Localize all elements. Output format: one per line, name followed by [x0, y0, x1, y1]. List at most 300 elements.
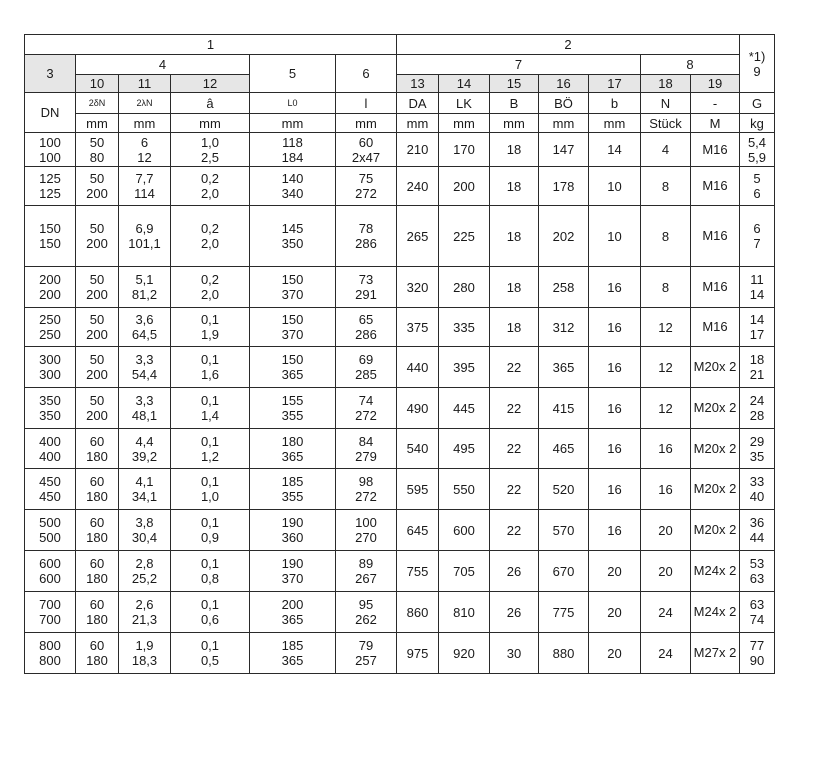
- value-g-b: 5,9: [747, 149, 767, 165]
- value-a-b: 0,9: [200, 530, 220, 545]
- cell-b-small: 20: [589, 551, 641, 592]
- value-g-b: 74: [749, 612, 765, 627]
- cell-a: [171, 133, 250, 167]
- cell-g: [740, 510, 775, 551]
- cell-bo: 365: [539, 347, 589, 388]
- value-lambda-a: 4,4: [135, 433, 154, 449]
- value-delta-a: 50: [89, 272, 105, 287]
- value-delta-a: 60: [89, 474, 105, 489]
- cell-delta: [76, 469, 119, 510]
- value-lambda-b: 64,5: [131, 327, 158, 342]
- cell-bo: 520: [539, 469, 589, 510]
- cell-lambda: [119, 469, 171, 510]
- value-a-b: 0,5: [200, 653, 220, 668]
- colnum-10: 10: [76, 75, 119, 93]
- cell-m: M16: [691, 206, 740, 267]
- value-dn-b: 350: [39, 408, 61, 423]
- unit-cell: mm: [76, 114, 119, 133]
- symbol-2ln: 2λN: [119, 93, 171, 114]
- unit-cell: kg: [740, 114, 775, 133]
- value-l0-a: 140: [281, 171, 304, 186]
- cell-lambda: [119, 633, 171, 674]
- cell-a: [171, 429, 250, 469]
- value-a-b: 0,8: [200, 571, 220, 586]
- cell-l: [336, 510, 397, 551]
- cell-lk: 335: [439, 308, 490, 347]
- colnum-6: 6: [336, 55, 397, 93]
- value-g-b: 40: [749, 489, 765, 504]
- value-a-b: 1,6: [200, 367, 220, 382]
- symbol-2dn: 2δN: [76, 93, 119, 114]
- value-g-a: 5,4: [747, 134, 767, 150]
- value-g-b: 7: [753, 236, 761, 251]
- value-l0-b: 350: [281, 236, 304, 251]
- cell-g: [740, 133, 775, 167]
- cell-m: M24x 2: [691, 592, 740, 633]
- value-delta-b: 200: [86, 327, 108, 342]
- symbol-g: G: [740, 93, 775, 114]
- cell-bo: 670: [539, 551, 589, 592]
- value-delta-a: 50: [89, 221, 105, 236]
- value-lambda-b: 39,2: [131, 448, 158, 464]
- value-lambda-b: 48,1: [131, 408, 158, 423]
- value-delta-a: 60: [89, 597, 105, 612]
- value-delta-a: 60: [89, 556, 105, 571]
- value-delta-b: 200: [86, 236, 108, 251]
- cell-a: [171, 267, 250, 308]
- value-dn-a: 600: [39, 556, 61, 571]
- value-dn-b: 700: [39, 612, 61, 627]
- cell-g: [740, 347, 775, 388]
- value-l0-a: 200: [281, 597, 304, 612]
- unit-cell: mm: [336, 114, 397, 133]
- value-lambda-a: 4,1: [135, 474, 154, 489]
- value-dn-a: 200: [39, 272, 61, 287]
- value-lambda-a: 3,8: [135, 515, 154, 530]
- value-a-a: 0,2: [200, 272, 220, 287]
- cell-b: 22: [490, 469, 539, 510]
- table-body: [25, 133, 775, 674]
- value-a-a: 0,1: [200, 556, 220, 571]
- cell-b: 26: [490, 592, 539, 633]
- value-l0-a: 190: [281, 515, 304, 530]
- unit-row: [25, 114, 775, 133]
- value-a-a: 0,1: [200, 638, 220, 653]
- cell-n: 8: [641, 267, 691, 308]
- cell-b-small: 20: [589, 633, 641, 674]
- cell-n: 8: [641, 167, 691, 206]
- value-a-b: 2,0: [200, 236, 220, 251]
- cell-delta: [76, 429, 119, 469]
- cell-l: [336, 429, 397, 469]
- table-row: [25, 206, 775, 267]
- value-l0-b: 340: [281, 186, 304, 201]
- value-a-a: 0,1: [200, 474, 220, 489]
- cell-a: [171, 347, 250, 388]
- value-lambda-a: 3,6: [135, 312, 154, 327]
- colnum-16: 16: [539, 75, 589, 93]
- value-l-a: 73: [358, 272, 374, 287]
- value-l-b: 272: [355, 489, 377, 504]
- value-a-a: 0,1: [200, 312, 220, 327]
- cell-l: [336, 388, 397, 429]
- cell-l: [336, 592, 397, 633]
- cell-delta: [76, 267, 119, 308]
- cell-dn: [25, 429, 76, 469]
- value-a-a: 0,1: [200, 352, 220, 367]
- cell-n: 8: [641, 206, 691, 267]
- value-delta-b: 180: [86, 653, 108, 668]
- symbol-da: DA: [397, 93, 439, 114]
- cell-da: 375: [397, 308, 439, 347]
- cell-a: [171, 633, 250, 674]
- cell-lk: 810: [439, 592, 490, 633]
- cell-l0: [250, 469, 336, 510]
- value-g-b: 6: [753, 186, 761, 201]
- symbol-b-small: b: [589, 93, 641, 114]
- symbol-l: l: [336, 93, 397, 114]
- value-l0-b: 365: [281, 448, 304, 464]
- cell-b: 18: [490, 133, 539, 167]
- value-lambda-a: 3,3: [135, 393, 154, 408]
- colnum-5: 5: [250, 55, 336, 93]
- cell-n: 12: [641, 388, 691, 429]
- cell-da: 645: [397, 510, 439, 551]
- unit-cell: mm: [589, 114, 641, 133]
- cell-g: [740, 592, 775, 633]
- cell-b: 30: [490, 633, 539, 674]
- value-dn-a: 125: [39, 171, 61, 186]
- value-l0-b: 370: [281, 287, 304, 302]
- group-8-header: 8: [641, 55, 740, 75]
- value-g-a: 24: [749, 393, 765, 408]
- value-g-b: 90: [749, 653, 765, 668]
- value-l0-a: 180: [281, 433, 304, 449]
- cell-b-small: 10: [589, 206, 641, 267]
- cell-n: 24: [641, 633, 691, 674]
- group-1-header: 1: [25, 35, 397, 55]
- table-row: [25, 308, 775, 347]
- cell-dn: [25, 469, 76, 510]
- value-dn-a: 100: [39, 134, 61, 150]
- value-dn-b: 100: [39, 149, 61, 165]
- value-l-a: 65: [358, 312, 374, 327]
- value-g-b: 44: [749, 530, 765, 545]
- cell-dn: [25, 206, 76, 267]
- value-dn-b: 800: [39, 653, 61, 668]
- value-l0-b: 370: [281, 571, 304, 586]
- value-delta-a: 60: [89, 433, 105, 449]
- value-l0-b: 370: [281, 327, 304, 342]
- value-g-a: 77: [749, 638, 765, 653]
- symbol-row: [25, 93, 775, 114]
- cell-b: 22: [490, 388, 539, 429]
- cell-delta: [76, 551, 119, 592]
- value-dn-a: 250: [39, 312, 61, 327]
- cell-delta: [76, 133, 119, 167]
- value-delta-a: 50: [89, 134, 105, 150]
- value-l-b: 272: [355, 408, 377, 423]
- cell-a: [171, 167, 250, 206]
- cell-g: [740, 267, 775, 308]
- value-l0-a: 118: [282, 134, 303, 150]
- cell-l0: [250, 510, 336, 551]
- value-g-b: 28: [749, 408, 765, 423]
- value-delta-a: 50: [89, 393, 105, 408]
- cell-da: 860: [397, 592, 439, 633]
- value-a-a: 0,1: [200, 597, 220, 612]
- value-l-b: 2x47: [351, 149, 381, 165]
- unit-cell: mm: [171, 114, 250, 133]
- value-g-b: 63: [749, 571, 765, 586]
- table-row: [25, 633, 775, 674]
- value-a-b: 2,0: [200, 186, 220, 201]
- value-delta-b: 180: [86, 489, 108, 504]
- value-delta-b: 180: [86, 448, 108, 464]
- cell-b-small: 16: [589, 469, 641, 510]
- colnum-11: 11: [119, 75, 171, 93]
- value-l-b: 286: [355, 236, 377, 251]
- cell-delta: [76, 388, 119, 429]
- cell-l0: [250, 167, 336, 206]
- value-delta-b: 180: [86, 530, 108, 545]
- unit-cell: mm: [119, 114, 171, 133]
- cell-da: 240: [397, 167, 439, 206]
- cell-b-small: 10: [589, 167, 641, 206]
- value-lambda-a: 2,6: [135, 597, 154, 612]
- cell-n: 20: [641, 551, 691, 592]
- value-a-b: 1,0: [200, 489, 220, 504]
- cell-n: 24: [641, 592, 691, 633]
- group-7-header: 7: [397, 55, 641, 75]
- value-lambda-b: 81,2: [131, 287, 158, 302]
- value-l-a: 69: [358, 352, 374, 367]
- compensator-dimension-table: [24, 34, 775, 674]
- cell-m: M16: [691, 267, 740, 308]
- value-dn-a: 800: [39, 638, 61, 653]
- cell-l: [336, 133, 397, 167]
- value-l-a: 74: [358, 393, 374, 408]
- value-l-b: 270: [355, 530, 377, 545]
- cell-dn: [25, 551, 76, 592]
- cell-a: [171, 308, 250, 347]
- footnote-column-9: [740, 35, 775, 93]
- value-l0-b: 184: [281, 149, 304, 165]
- value-l-b: 291: [355, 287, 377, 302]
- value-delta-b: 200: [86, 287, 108, 302]
- value-lambda-b: 34,1: [131, 489, 158, 504]
- cell-b: 22: [490, 429, 539, 469]
- value-g-b: 14: [749, 287, 765, 302]
- cell-l0: [250, 429, 336, 469]
- value-lambda-a: 7,7: [135, 171, 154, 186]
- cell-m: M20x 2: [691, 388, 740, 429]
- cell-delta: [76, 206, 119, 267]
- cell-lk: 550: [439, 469, 490, 510]
- cell-delta: [76, 308, 119, 347]
- value-lambda-a: 5,1: [135, 272, 154, 287]
- value-l-a: 89: [358, 556, 374, 571]
- cell-bo: 415: [539, 388, 589, 429]
- cell-delta: [76, 633, 119, 674]
- value-delta-b: 180: [86, 571, 108, 586]
- cell-b-small: 16: [589, 510, 641, 551]
- colnum-15: 15: [490, 75, 539, 93]
- value-dn-b: 300: [39, 367, 61, 382]
- cell-da: 320: [397, 267, 439, 308]
- group-2-header: 2: [397, 35, 740, 55]
- table-row: [25, 347, 775, 388]
- colnum-12: 12: [171, 75, 250, 93]
- cell-l0: [250, 347, 336, 388]
- table-row: [25, 133, 775, 167]
- value-g-a: 14: [749, 312, 765, 327]
- colnum-17: 17: [589, 75, 641, 93]
- value-l-a: 98: [358, 474, 374, 489]
- value-g-a: 29: [749, 433, 765, 449]
- value-delta-a: 50: [89, 312, 105, 327]
- value-a-b: 2,0: [200, 287, 220, 302]
- cell-a: [171, 592, 250, 633]
- cell-l: [336, 308, 397, 347]
- colnum-9: 9: [753, 63, 761, 79]
- value-l0-a: 155: [281, 393, 304, 408]
- value-a-b: 1,9: [200, 327, 220, 342]
- cell-g: [740, 308, 775, 347]
- cell-delta: [76, 347, 119, 388]
- unit-cell: M: [691, 114, 740, 133]
- value-l0-b: 360: [281, 530, 304, 545]
- value-l-a: 100: [355, 515, 377, 530]
- cell-l: [336, 167, 397, 206]
- cell-l0: [250, 267, 336, 308]
- value-dn-b: 450: [39, 489, 61, 504]
- value-lambda-b: 12: [137, 149, 152, 165]
- value-l-b: 262: [355, 612, 377, 627]
- value-g-a: 11: [750, 272, 764, 287]
- value-a-a: 0,1: [200, 393, 220, 408]
- value-a-a: 0,2: [200, 221, 220, 236]
- value-g-a: 36: [749, 515, 765, 530]
- symbol-l0: L0: [250, 93, 336, 114]
- value-l0-a: 185: [281, 638, 304, 653]
- value-delta-a: 50: [89, 171, 105, 186]
- value-lambda-b: 30,4: [131, 530, 158, 545]
- cell-b: 18: [490, 267, 539, 308]
- value-dn-a: 500: [39, 515, 61, 530]
- value-l-b: 285: [355, 367, 377, 382]
- cell-lambda: [119, 592, 171, 633]
- value-lambda-b: 25,2: [131, 571, 158, 586]
- cell-bo: 570: [539, 510, 589, 551]
- value-l0-b: 365: [281, 653, 304, 668]
- value-g-a: 6: [753, 221, 761, 236]
- cell-lambda: [119, 133, 171, 167]
- cell-n: 20: [641, 510, 691, 551]
- value-l-a: 79: [358, 638, 374, 653]
- value-dn-a: 700: [39, 597, 61, 612]
- value-l0-b: 355: [281, 489, 304, 504]
- value-a-a: 0,2: [200, 171, 220, 186]
- cell-bo: 147: [539, 133, 589, 167]
- value-l0-a: 150: [281, 272, 304, 287]
- table-row: [25, 469, 775, 510]
- cell-bo: 775: [539, 592, 589, 633]
- value-g-a: 53: [749, 556, 765, 571]
- cell-da: 265: [397, 206, 439, 267]
- cell-l0: [250, 206, 336, 267]
- value-lambda-b: 21,3: [131, 612, 158, 627]
- cell-delta: [76, 167, 119, 206]
- cell-m: M24x 2: [691, 551, 740, 592]
- column-number-row: [25, 75, 775, 93]
- value-l0-b: 365: [281, 612, 304, 627]
- cell-delta: [76, 592, 119, 633]
- group-4-header: 4: [76, 55, 250, 75]
- symbol-bo: BÖ: [539, 93, 589, 114]
- unit-cell: mm: [539, 114, 589, 133]
- cell-lk: 445: [439, 388, 490, 429]
- cell-n: 12: [641, 347, 691, 388]
- cell-a: [171, 388, 250, 429]
- cell-l0: [250, 551, 336, 592]
- value-lambda-a: 2,8: [135, 556, 154, 571]
- cell-dn: [25, 388, 76, 429]
- cell-bo: 178: [539, 167, 589, 206]
- cell-l: [336, 633, 397, 674]
- cell-b-small: 16: [589, 429, 641, 469]
- cell-l0: [250, 133, 336, 167]
- cell-a: [171, 551, 250, 592]
- cell-dn: [25, 267, 76, 308]
- cell-m: M27x 2: [691, 633, 740, 674]
- value-l-b: 272: [355, 186, 377, 201]
- group-header-row: [25, 35, 775, 55]
- value-delta-a: 60: [89, 638, 105, 653]
- value-delta-a: 50: [89, 352, 105, 367]
- value-dn-b: 600: [39, 571, 61, 586]
- cell-a: [171, 206, 250, 267]
- value-lambda-a: 3,3: [135, 352, 154, 367]
- cell-l: [336, 469, 397, 510]
- cell-n: 16: [641, 469, 691, 510]
- unit-cell: mm: [439, 114, 490, 133]
- value-l0-a: 150: [281, 312, 304, 327]
- cell-b: 18: [490, 308, 539, 347]
- cell-g: [740, 206, 775, 267]
- value-l0-b: 355: [281, 408, 304, 423]
- value-l0-a: 150: [281, 352, 304, 367]
- table-row: [25, 510, 775, 551]
- value-dn-a: 150: [39, 221, 61, 236]
- cell-da: 490: [397, 388, 439, 429]
- cell-m: M20x 2: [691, 429, 740, 469]
- cell-m: M20x 2: [691, 469, 740, 510]
- value-dn-b: 500: [39, 530, 61, 545]
- cell-lk: 395: [439, 347, 490, 388]
- cell-m: M16: [691, 133, 740, 167]
- unit-cell: mm: [250, 114, 336, 133]
- cell-g: [740, 469, 775, 510]
- colnum-3: 3: [25, 55, 76, 93]
- value-delta-b: 200: [86, 186, 108, 201]
- value-g-b: 35: [749, 448, 765, 464]
- cell-dn: [25, 133, 76, 167]
- value-delta-b: 200: [86, 408, 108, 423]
- cell-lambda: [119, 267, 171, 308]
- value-dn-b: 200: [39, 287, 61, 302]
- cell-lk: 170: [439, 133, 490, 167]
